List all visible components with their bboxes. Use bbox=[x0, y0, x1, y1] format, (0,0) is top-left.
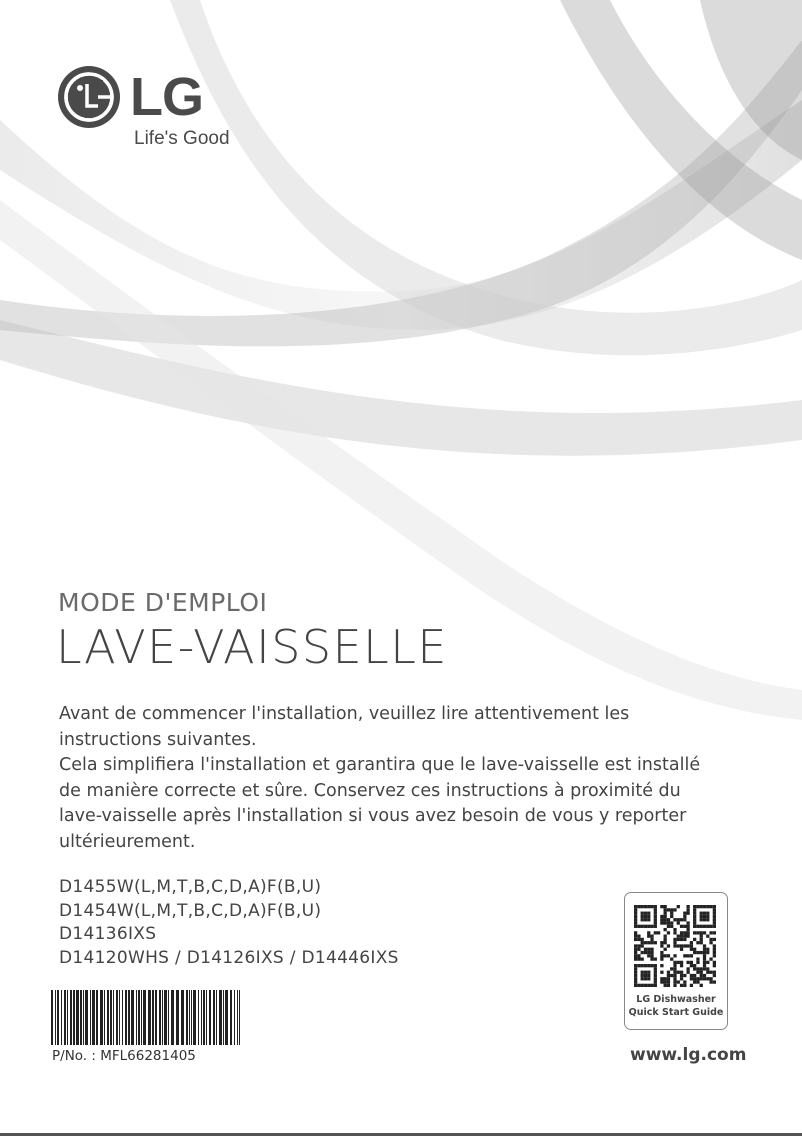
barcode-bar bbox=[164, 990, 167, 1045]
barcode-bar bbox=[51, 990, 53, 1045]
barcode-bar bbox=[168, 990, 169, 1045]
barcode-bar bbox=[104, 990, 105, 1045]
lg-face-icon bbox=[58, 66, 120, 128]
barcode-bar bbox=[116, 990, 118, 1045]
qr-caption bbox=[625, 993, 727, 1019]
lg-logo bbox=[58, 66, 248, 156]
barcode-bar bbox=[110, 990, 112, 1045]
barcode bbox=[51, 990, 247, 1045]
model-item: D14120WHS / D14126IXS / D14446IXS bbox=[59, 947, 399, 968]
barcode-bar bbox=[148, 990, 151, 1045]
barcode-bar bbox=[70, 990, 72, 1045]
barcode-bar bbox=[100, 990, 103, 1045]
barcode-bar bbox=[223, 990, 224, 1045]
barcode-bar bbox=[92, 990, 95, 1045]
model-item: D14136IXS bbox=[59, 924, 157, 944]
barcode-bar bbox=[193, 990, 196, 1045]
barcode-bar bbox=[131, 990, 134, 1045]
barcode-bar bbox=[203, 990, 205, 1045]
barcode-bar bbox=[181, 990, 184, 1045]
qr-caption-line: Quick Start Guide bbox=[628, 1007, 724, 1018]
barcode-bar bbox=[128, 990, 130, 1045]
barcode-bar bbox=[61, 990, 62, 1045]
barcode-bar bbox=[80, 990, 82, 1045]
barcode-bar bbox=[55, 990, 56, 1045]
logo-wordmark: LG bbox=[130, 67, 203, 127]
model-item: D1454W(L,M,T,B,C,D,A)F(B,U) bbox=[59, 900, 322, 921]
part-number: P/No. : MFL66281405 bbox=[52, 1048, 196, 1064]
barcode-bar bbox=[143, 990, 146, 1045]
intro-paragraph: Avant de commencer l'installation, veuillez lire attentivement les instructions suivantes. bbox=[59, 704, 630, 750]
barcode-bar bbox=[136, 990, 137, 1045]
barcode-bar bbox=[96, 990, 98, 1045]
barcode-bar bbox=[225, 990, 228, 1045]
barcode-bar bbox=[119, 990, 120, 1045]
barcode-bar bbox=[162, 990, 163, 1045]
barcode-bar bbox=[234, 990, 235, 1045]
barcode-bar bbox=[209, 990, 211, 1045]
barcode-bar bbox=[64, 990, 66, 1045]
barcode-bar bbox=[57, 990, 59, 1045]
logo-tagline: Life's Good bbox=[134, 128, 230, 149]
barcode-bar bbox=[213, 990, 215, 1045]
model-list bbox=[59, 876, 399, 970]
barcode-bar bbox=[155, 990, 157, 1045]
barcode-bar bbox=[85, 990, 88, 1045]
barcode-bar bbox=[171, 990, 174, 1045]
barcode-bar bbox=[216, 990, 217, 1045]
intro-text bbox=[59, 702, 709, 855]
barcode-bar bbox=[176, 990, 179, 1045]
barcode-bar bbox=[206, 990, 207, 1045]
barcode-bar bbox=[113, 990, 114, 1045]
barcode-bar bbox=[73, 990, 75, 1045]
barcode-bar bbox=[219, 990, 222, 1045]
intro-paragraph: Cela simplifiera l'installation et garantira que le lave-vaisselle est installé de manière correcte et sûre. Conservez ces instructions à proximité du lave-vaisselle après l'installation si vous avez besoin de vous y reporter ultérieurement. bbox=[59, 755, 701, 852]
barcode-bar bbox=[83, 990, 84, 1045]
barcode-bar bbox=[107, 990, 109, 1045]
barcode-bar bbox=[141, 990, 142, 1045]
qr-caption-line: LG Dishwasher bbox=[636, 994, 716, 1005]
barcode-bar bbox=[125, 990, 127, 1045]
page-title: LAVE-VAISSELLE bbox=[56, 620, 448, 674]
barcode-bar bbox=[189, 990, 190, 1045]
barcode-bar bbox=[239, 990, 240, 1045]
model-item: D1455W(L,M,T,B,C,D,A)F(B,U) bbox=[59, 877, 322, 897]
barcode-bar bbox=[201, 990, 202, 1045]
barcode-bar bbox=[186, 990, 188, 1045]
barcode-bar bbox=[76, 990, 79, 1045]
barcode-bar bbox=[198, 990, 199, 1045]
barcode-bar bbox=[138, 990, 140, 1045]
document-type: MODE D'EMPLOI bbox=[58, 588, 268, 617]
barcode-bar bbox=[237, 990, 238, 1045]
barcode-bar bbox=[152, 990, 154, 1045]
barcode-bar bbox=[90, 990, 91, 1045]
barcode-bar bbox=[230, 990, 232, 1045]
barcode-bar bbox=[159, 990, 161, 1045]
qr-code-card[interactable] bbox=[624, 892, 728, 1030]
barcode-bar bbox=[191, 990, 192, 1045]
barcode-bar bbox=[67, 990, 68, 1045]
website-link[interactable]: www.lg.com bbox=[630, 1045, 747, 1065]
barcode-bar bbox=[122, 990, 123, 1045]
qr-code bbox=[634, 905, 716, 987]
